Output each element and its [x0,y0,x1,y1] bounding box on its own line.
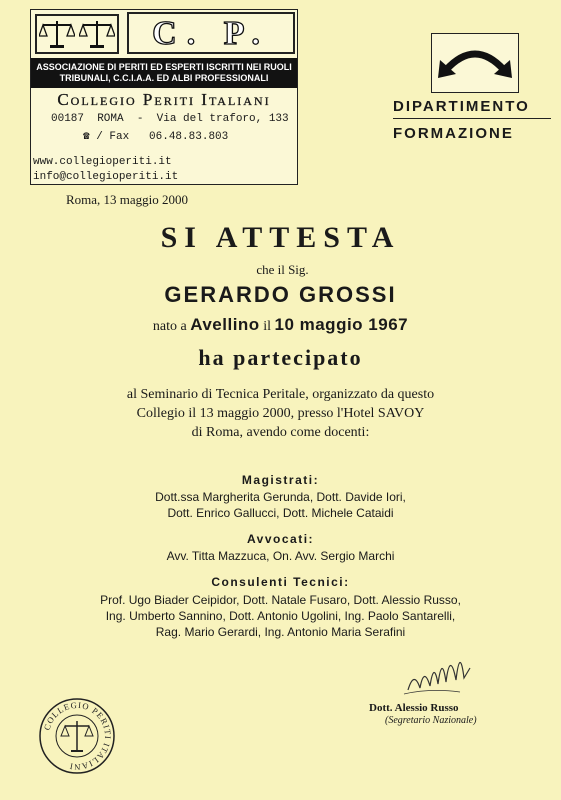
seminar-description [0,385,561,442]
scales-icon [39,18,75,50]
body-line-2: Collegio il 13 maggio 2000, presso l'Hotel SAVOY [136,406,425,421]
magistrati-line-2: Dott. Enrico Gallucci, Dott. Michele Cataidi [167,506,394,520]
magistrati-list [0,489,561,521]
consulenti-title: Consulenti Tecnici: [211,575,350,589]
body-line-1: al Seminario di Tecnica Peritale, organizzato da questo [126,387,435,402]
body-line-3: di Roma, avendo come docenti: [191,425,370,440]
birth-mid: il [259,319,275,334]
association-line-2: TRIBUNALI, C.C.I.A.A. ED ALBI PROFESSIONALI [59,73,269,83]
phone-fax: ☎ / Fax 06.48.83.803 [83,131,229,143]
cpi-title: C. P. [127,12,295,54]
seal-text: COLLEGIO PERITI ITALIANI [41,699,114,773]
avvocati-line-1: Avv. Titta Mazzuca, On. Avv. Sergio Marchi [166,549,395,563]
birth-prefix: nato a [152,319,191,334]
signatory-name: Dott. Alessio Russo [369,702,459,714]
cpi-top-row [31,10,297,59]
signatory-role: (Segretario Nazionale) [385,715,477,726]
avvocati-title: Avvocati: [246,532,315,546]
birth-date: 10 maggio 1967 [274,315,409,334]
seal-scales-icon [61,721,93,752]
department-divider [393,118,551,119]
website-link[interactable]: www.collegioperiti.it [33,156,172,168]
magistrati-line-1: Dott.ssa Margherita Gerunda, Dott. Davide Iori, [155,490,406,504]
collegio-name: Collegio Periti Italiani [57,90,271,109]
department-line-2: FORMAZIONE [393,125,514,142]
department-logo [431,33,519,93]
association-band [31,58,297,88]
collegio-seal [38,697,116,775]
participated-heading: ha partecipato [198,345,363,370]
consulenti-line-2: Ing. Umberto Sannino, Dott. Antonio Ugolini, Ing. Paolo Santarelli, [105,609,456,623]
avvocati-list [0,548,561,564]
birth-info [0,315,561,335]
association-line-1: ASSOCIAZIONE DI PERITI ED ESPERTI ISCRITTI NEI RUOLI [36,62,292,72]
email-link[interactable]: info@collegioperiti.it [33,171,179,183]
letterhead-box [30,9,298,185]
recipient-name: GERARDO GROSSI [164,282,397,307]
handwritten-signature [400,640,490,700]
consulenti-line-3: Rag. Mario Gerardi, Ing. Antonio Maria Serafini [155,625,406,639]
issue-date: Roma, 13 maggio 2000 [66,192,189,207]
department-line-1: DIPARTIMENTO [393,98,530,115]
scales-icon [79,18,115,50]
scales-logo [35,14,119,54]
consulenti-list [0,592,561,640]
curved-arrow-icon [432,34,518,92]
intro-text: che il Sig. [256,262,309,277]
address: 00187 ROMA - Via del traforo, 133 [51,113,289,125]
consulenti-line-1: Prof. Ugo Biader Ceipidor, Dott. Natale Fusaro, Dott. Alessio Russo, [100,593,461,607]
birth-city: Avellino [190,315,260,334]
certificate-heading: SI ATTESTA [160,221,401,254]
magistrati-title: Magistrati: [241,473,320,487]
